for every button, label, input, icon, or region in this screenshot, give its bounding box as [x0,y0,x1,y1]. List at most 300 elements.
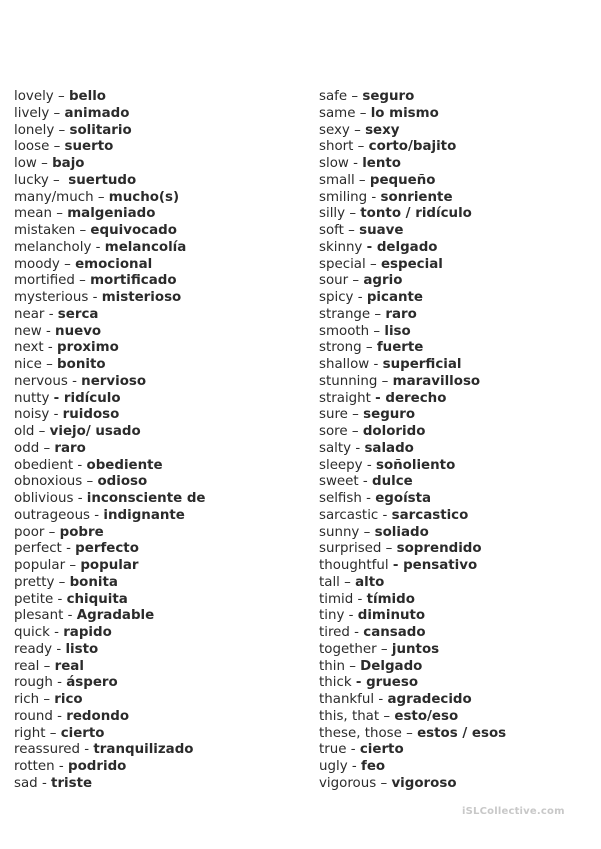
separator: - [80,742,94,758]
english-word: oblivious [14,491,74,506]
vocab-entry [14,592,304,609]
separator: – [401,725,418,741]
vocab-entry [319,608,594,625]
english-word: smiling [319,189,368,205]
english-word: next [14,340,44,356]
spanish-translation: raro [54,440,86,456]
spanish-translation: suerto [64,139,114,155]
separator: - [52,708,67,724]
separator: – [365,256,381,272]
spanish-translation: misterioso [101,290,182,305]
spanish-translation: inconsciente de [86,491,206,506]
spanish-translation: - delgado [366,239,438,255]
spanish-translation: rico [54,692,83,707]
english-word: many/much [14,189,94,205]
vocab-entry [319,273,594,290]
separator: - [41,323,56,339]
english-word: thick [319,675,352,691]
separator: – [349,122,366,138]
separator: - [63,608,77,624]
spanish-translation: chiquita [66,591,128,607]
english-word: mistaken [14,223,76,238]
separator: - [73,491,87,506]
vocab-entry [319,575,594,592]
english-word: tall [319,574,340,590]
vocab-entry [319,558,594,575]
separator: – [93,189,109,205]
spanish-translation: melancolía [104,239,187,255]
vocab-entry [14,324,304,341]
vocab-entry [14,525,304,542]
spanish-translation: bajo [52,156,85,171]
separator: - [91,239,105,255]
spanish-translation: lento [362,156,402,171]
spanish-translation: proximo [57,340,119,356]
separator: – [377,373,393,389]
separator: – [339,574,356,590]
spanish-translation: dulce [372,474,413,490]
separator: – [41,357,58,372]
english-word: these, those [319,725,402,741]
spanish-translation: emocional [75,256,153,272]
spanish-translation: pobre [59,524,104,540]
separator: – [65,558,81,573]
vocab-entry [14,357,304,374]
vocab-entry [14,273,304,290]
separator: – [347,89,363,104]
separator: – [361,340,377,356]
vocab-entry [14,290,304,307]
vocab-entry [14,424,304,441]
vocab-entry [14,391,304,408]
vocab-entry [14,240,304,257]
vocab-entry [14,374,304,391]
separator: - [346,742,360,758]
vocab-entry [14,759,304,776]
english-word: tired [319,625,350,640]
separator: - [353,290,367,305]
english-word: mean [14,206,52,222]
spanish-translation: agrio [363,273,403,289]
separator: – [51,206,68,222]
english-word: obedient [14,457,74,473]
vocab-entry [319,106,594,123]
english-word: vigorous [319,775,377,791]
english-word: real [14,658,40,674]
spanish-translation: salado [364,440,414,456]
separator: - [348,156,363,171]
vocab-entry [14,407,304,424]
site-watermark: iSLCollective.com [462,806,565,817]
vocab-entry [14,508,304,525]
spanish-translation: odioso [97,474,148,490]
separator: – [82,474,98,490]
vocab-entry [14,726,304,743]
vocab-entry [319,541,594,558]
separator: - [367,189,381,205]
separator: – [44,524,60,540]
separator: - [52,641,66,657]
spanish-translation: lo mismo [370,105,439,121]
english-word: tiny [319,608,345,624]
spanish-translation: agradecido [387,692,472,707]
english-word: ready [14,641,53,657]
separator: - [349,625,364,640]
spanish-translation: sarcastico [391,507,469,523]
spanish-translation: fuerte [376,340,424,356]
english-word: sleepy [319,457,363,473]
english-word: perfect [14,541,62,557]
spanish-translation: seguro [363,407,416,423]
separator: – [36,156,53,171]
english-word: odd [14,440,40,456]
vocab-entry [319,123,594,140]
spanish-translation: diminuto [357,608,426,624]
separator: - [49,625,64,640]
separator: – [39,692,55,707]
spanish-translation: superficial [382,357,462,372]
separator: - [73,457,87,473]
english-word: rough [14,675,53,691]
spanish-translation: nervioso [81,373,147,389]
english-word: pretty [14,574,55,590]
separator: – [343,223,360,238]
english-word: thoughtful [319,558,389,573]
separator: - [361,491,376,506]
separator: - [61,541,76,557]
vocab-entry [14,575,304,592]
vocab-entry [319,508,594,525]
english-word: noisy [14,407,50,423]
english-word: spicy [319,290,354,305]
english-word: nervous [14,373,68,389]
spanish-translation: perfecto [75,541,139,557]
english-word: lucky [14,172,49,188]
english-word: together [319,641,377,657]
spanish-translation: sexy [365,122,400,138]
vocab-entry [14,458,304,475]
vocab-entry [319,726,594,743]
separator: – [39,440,55,456]
english-word: melancholy [14,239,92,255]
english-word: straight [319,390,371,406]
separator: – [370,306,386,322]
spanish-translation: - derecho [375,390,447,406]
english-word: round [14,708,53,724]
english-word: silly [319,206,346,222]
separator: – [53,89,69,104]
spanish-translation: serca [57,306,99,322]
separator: - [37,775,52,791]
separator: - [351,440,365,456]
separator: – [348,273,364,289]
vocab-entry [319,391,594,408]
separator: – [353,139,369,155]
spanish-translation: especial [380,256,443,272]
vocab-entry [319,491,594,508]
vocab-column-left [14,89,304,793]
english-word: poor [14,524,45,540]
english-word: mysterious [14,290,89,305]
separator: - [53,591,67,607]
english-word: special [319,256,366,272]
spanish-translation: popular [80,558,139,573]
vocab-entry [319,190,594,207]
english-word: low [14,156,37,171]
vocab-entry [14,340,304,357]
english-word: salty [319,440,352,456]
spanish-translation: viejo/ usado [49,424,141,439]
spanish-translation: animado [64,105,130,121]
english-word: slow [319,156,349,171]
separator: - [369,357,383,372]
english-word: sure [319,407,348,423]
spanish-translation: bonito [57,357,106,372]
separator: – [381,541,397,557]
vocab-entry [319,340,594,357]
spanish-translation: obediente [86,457,163,473]
vocab-entry [14,692,304,709]
vocab-entry [14,139,304,156]
spanish-translation: solitario [69,122,132,138]
vocab-entry [319,625,594,642]
spanish-translation: suave [359,223,404,238]
spanish-translation: malgeniado [67,206,156,222]
separator: – [39,658,55,674]
separator: – [345,206,361,222]
spanish-translation: estos / esos [417,725,507,741]
vocab-entry [319,675,594,692]
vocab-entry [14,642,304,659]
vocab-entry [14,441,304,458]
english-word: sarcastic [319,507,379,523]
spanish-translation: - ridículo [53,390,121,406]
separator: – [49,139,65,155]
english-word: nutty [14,390,50,406]
vocab-entry [319,659,594,676]
separator: – [48,172,69,188]
spanish-translation: picante [366,290,424,305]
separator: – [344,658,361,674]
english-word: smooth [319,323,370,339]
separator: – [359,524,375,540]
vocab-entry [319,709,594,726]
english-word: short [319,139,354,155]
english-word: safe [319,89,348,104]
english-word: true [319,742,347,758]
separator: – [54,574,70,590]
english-word: petite [14,591,54,607]
english-word: lonely [14,122,55,138]
vocab-entry [319,357,594,374]
spanish-translation: rapido [63,625,112,640]
english-word: mortified [14,273,75,289]
vocab-entry [14,742,304,759]
vocab-entry [319,89,594,106]
english-word: thin [319,658,345,674]
english-word: right [14,725,46,741]
separator: - [344,608,358,624]
separator: – [45,725,61,741]
english-word: new [14,323,42,339]
english-word: timid [319,591,354,607]
separator: - [90,507,104,523]
spanish-translation: egoísta [375,491,432,506]
vocab-entry [319,139,594,156]
english-word: moody [14,256,60,272]
separator: - [44,306,58,322]
separator: - [353,591,367,607]
spanish-translation: bonita [69,574,118,590]
separator: - [378,507,392,523]
english-word: obnoxious [14,474,83,490]
english-word: quick [14,625,50,640]
spanish-translation: seguro [362,89,415,104]
vocab-entry [319,240,594,257]
spanish-translation: corto/bajito [368,139,457,155]
spanish-translation: juntos [391,641,440,657]
separator: - [347,759,361,774]
spanish-translation: liso [384,323,411,339]
vocab-entry [14,675,304,692]
separator: - [362,457,376,473]
vocab-entry [319,776,594,793]
vocab-entry [319,759,594,776]
spanish-translation: cansado [363,625,426,640]
separator: - [374,692,388,707]
separator: - [67,373,82,389]
vocab-entry [14,608,304,625]
spanish-translation: tranquilizado [93,742,194,758]
spanish-translation: dolorido [362,424,426,439]
spanish-translation: cierto [359,742,404,758]
separator: – [376,775,392,791]
spanish-translation: mucho(s) [108,189,180,205]
separator: – [354,172,370,188]
spanish-translation: soliado [374,524,429,540]
spanish-translation: cierto [60,725,105,741]
spanish-translation: listo [65,641,99,657]
spanish-translation: redondo [66,708,130,724]
separator: - [54,759,68,774]
english-word: rich [14,692,40,707]
english-word: lovely [14,89,54,104]
spanish-translation: áspero [66,675,118,691]
english-word: rotten [14,759,55,774]
english-word: strange [319,306,371,322]
spanish-translation: - pensativo [392,558,478,573]
english-word: shallow [319,357,370,372]
spanish-translation: tímido [366,591,415,607]
vocab-entry [14,190,304,207]
vocab-entry [319,257,594,274]
vocab-entry [319,374,594,391]
vocab-entry [319,324,594,341]
spanish-translation: alto [355,574,385,590]
english-word: sore [319,424,348,439]
separator: – [74,273,91,289]
english-word: sexy [319,122,350,138]
spanish-translation: podrido [68,759,127,774]
spanish-translation: suertudo [68,172,137,188]
spanish-translation: mortificado [90,273,177,289]
vocab-entry [14,558,304,575]
vocab-entry [319,223,594,240]
separator: – [59,256,76,272]
vocab-entry [14,106,304,123]
english-word: sad [14,775,38,791]
spanish-translation: ruidoso [62,407,120,423]
english-word: loose [14,139,50,155]
spanish-translation: real [54,658,84,674]
vocab-entry [319,290,594,307]
spanish-translation: soñoliento [375,457,456,473]
english-word: old [14,424,35,439]
english-word: outrageous [14,507,91,523]
separator: – [376,641,392,657]
spanish-translation: soprendido [396,541,482,557]
vocab-entry [14,206,304,223]
vocab-entry [319,642,594,659]
spanish-translation: bello [68,89,106,104]
english-word: thankful [319,692,375,707]
vocab-entry [14,541,304,558]
english-word: sour [319,273,349,289]
spanish-translation: vigoroso [391,775,457,791]
english-word: small [319,172,355,188]
separator: - [49,407,63,423]
separator: – [369,323,385,339]
english-word: same [319,105,356,121]
english-word: plesant [14,608,64,624]
spanish-translation: tonto / ridículo [360,206,472,222]
spanish-translation: Delgado [360,658,423,674]
vocab-entry [14,173,304,190]
spanish-translation: esto/eso [394,708,459,724]
vocab-entry [14,307,304,324]
separator: - [52,675,67,691]
separator: – [379,708,395,724]
english-word: nice [14,357,42,372]
spanish-translation: Agradable [76,608,155,624]
vocab-entry [319,206,594,223]
english-word: skinny [319,239,363,255]
separator: - [358,474,373,490]
english-word: sweet [319,474,359,490]
separator: – [347,424,363,439]
english-word: surprised [319,541,382,557]
english-word: strong [319,340,362,356]
vocab-entry [319,458,594,475]
vocab-entry [319,156,594,173]
spanish-translation: sonriente [380,189,453,205]
vocab-entry [319,742,594,759]
vocab-entry [14,123,304,140]
spanish-translation: feo [361,759,386,774]
english-word: ugly [319,759,348,774]
vocab-entry [319,441,594,458]
vocab-entry [14,257,304,274]
vocab-entry [14,474,304,491]
vocab-entry [14,659,304,676]
vocab-entry [319,307,594,324]
english-word: this, that [319,708,380,724]
english-word: selfish [319,491,362,506]
separator: – [75,223,91,238]
spanish-translation: - grueso [355,675,419,691]
separator: – [347,407,364,423]
spanish-translation: pequeño [369,172,436,188]
